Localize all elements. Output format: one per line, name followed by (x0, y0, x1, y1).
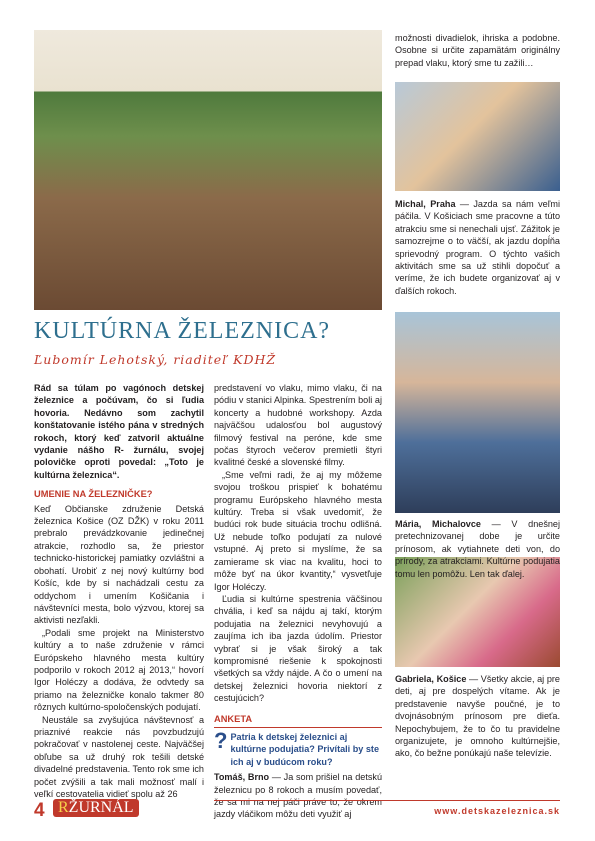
lead-paragraph: Rád sa túlam po vagónoch detskej železnice a počúvam, čo si ľudia hovoria. Nedávno som zachytil konštatovanie istého pána v stredných rokoch, ktorý keď zatvoril aktuálne vydanie nášho R- žurnálu, svojej polovičke oproti povedal: „Toto je kultúrna železnica“. (34, 383, 204, 480)
maria-photo (395, 312, 560, 513)
body-paragraph: Neustále sa zvyšujúca návštevnosť a priaznivé reakcie nás povzbudzujú pokračovať v nastolenej ceste. Najväčšej obľube sa už druhý rok tešili detské divadelné predstavenia. Tento rok sme ich počet zvýšili a tak mali možnosť malí i veľkí cestovatelia vidieť spolu až 26 (34, 714, 204, 799)
footer-divider (214, 800, 560, 801)
subheading: UMENIE NA ŽELEZNIČKE? (34, 489, 153, 500)
respondent-name: Michal, Praha (395, 199, 456, 209)
page-number: 4 (34, 800, 45, 821)
answer-text: — V dnešnej pretechnizovanej dobe je určite prínosom, ak vytiahnete deti von, do prírody, za atrakciami. Kultúrne podujatia tomu len pomôžu. Len tak ďalej. (395, 519, 560, 579)
anketa-divider (214, 727, 382, 728)
body-paragraph: Keď Občianske združenie Detská železnica Košice (OZ DŽK) v roku 2011 prebralo prevádzkovanie jedinečnej atrakcie, rozhodlo sa, že priestor technicko-historickej pamiatky ozvláštni a obohatí. Urobiť z nej nový kultúrny bod Košíc, kde by si nachádzali cestu za oddychom i umením Košičania i návštevníci mesta, bolo výzvou, ktorej sa aktivisti nezľakli. (34, 503, 204, 626)
answer-tomas (214, 771, 382, 821)
respondent-name: Mária, Michalovce (395, 519, 481, 529)
answer-maria (395, 518, 560, 580)
answer-continuation: možnosti divadielok, ihriska a podobne. Osobne si určite zapamätám originálny prepad vlaku, ktorý sme tu zažili… (395, 33, 560, 68)
answer-text: — Ja som prišiel na detskú železnicu po 8 rokoch a musím povedať, že sa mi na nej páči práve to, že okrem jazdy vláčikom môžu deti využiť aj (214, 772, 382, 820)
michal-photo (395, 82, 560, 191)
answer-gabriela (395, 673, 560, 760)
rzurnal-logo: RŽURNÁL (53, 799, 139, 817)
body-paragraph: „Sme veľmi radi, že aj my môžeme svojou troškou prispieť k bohatému programu Európskeho hlavného mesta kultúry. Treba si však uvedomiť, že budúci rok bude situácia trochu odlišná. Už nebude toľko podujatí za nulové vstupné. Aj preto si myslíme, že sa zamierame sk viac na kvalitu, hoci to môže byť na úkor kvantity,“ vysvetľuje Igor Holéczy. (214, 469, 382, 592)
question-mark-icon: ? (214, 727, 228, 753)
article-byline: Ľubomír Lehotský, riaditeľ KDHŽ (34, 352, 277, 367)
question-text: Patria k detskej železnici aj kultúrne podujatia? Privítali by ste ich aj v budúcom roku? (230, 731, 380, 767)
respondent-name: Tomáš, Brno (214, 772, 270, 783)
train-carriage-photo (34, 30, 382, 310)
body-paragraph: „Podali sme projekt na Ministerstvo kultúry a to naše združenie v rámci Európskeho hlavného mesta kultúry podporilo v rokoch 2012 aj 2013,“ hovorí Igor Holéczy a dodáva, že odvtedy sa priamo na železničke konalo takmer 80 rôznych kultúrno-spoločenských podujatí. (34, 627, 204, 713)
respondent-name: Gabriela, Košice (395, 674, 467, 684)
article-title: KULTÚRNA ŽELEZNICA? (34, 318, 331, 344)
anketa-heading: ANKETA (214, 713, 253, 724)
answer-text: — Jazda sa nám veľmi páčila. V Košiciach sme pracovne a túto atrakciu sme si nenechali ujsť. Zážitok je samozrejme o to väčší, ak jazdu dopĺňa sprievodný program. O týchto vašich aktivitách sme sa už stihli dopočuť a veríme, že ich budete organizovať aj v ďalších rokoch. (395, 199, 560, 296)
body-paragraph: predstavení vo vlaku, mimo vlaku, či na pódiu v stanici Alpinka. Spestrením boli aj koncerty a hudobné workshopy. Azda najväčšou udalosťou bol augustový filmový festival na peróne, kde sme počas štyroch večerov premietli štyri kvalitné české a slovenské filmy. (214, 383, 382, 468)
column-1 (34, 382, 204, 800)
body-paragraph: Ľudia si kultúrne spestrenia väčšinou chvália, i keď sa nájdu aj takí, ktorým podujatia na železnici nevyhovujú a zaujíma ich iba jazda údolím. Priestor vybrať si je však široký a tak kompromisné riešenie k spokojnosti všetkých sa vždy nájde. A čo o umení na detskej železnici hovoria niektorí z cestujúcich? (214, 593, 382, 704)
website-url[interactable]: www.detskazeleznica.sk (434, 806, 560, 816)
column-3-top (395, 32, 560, 69)
anketa-question (214, 727, 382, 768)
answer-michal (395, 198, 560, 297)
column-2 (214, 382, 382, 821)
answer-text: — Všetky akcie, aj pre deti, aj pre dospelých vítame. Ak je predstavenie navyše poučné, je to dvojnásobným prínosom pre dieťa. Nepochybujem, že to čo tu pravidelne organizujete, je omnoho kultúrnejšie, ako, čo bežne ponúkajú naše televízie. (395, 674, 560, 759)
